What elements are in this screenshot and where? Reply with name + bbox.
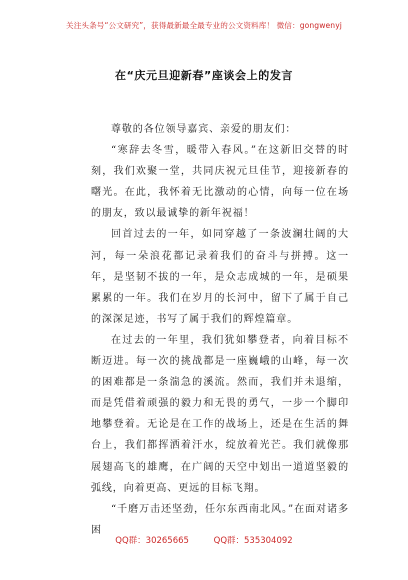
header-promo-text: 关注头条号“公文研究”，获得最新最全最专业的公文资料库！ 微信：gongwenyj	[66, 21, 342, 30]
body-paragraph: “寒辞去冬雪，暖带入春风。”在这新旧交替的时刻，我们欢聚一堂，共同庆祝元旦佳节，迎接新春的曙光。在此，我怀着无比激动的心情，向每一位在场的朋友，致以最诚挚的新年祝福！	[91, 145, 349, 220]
body-paragraph: “千磨万击还坚劲，任尔东西南北风。”在面对诸多困	[91, 503, 349, 536]
qq-group-2: QQ群：535304092	[213, 536, 293, 546]
document-body	[91, 119, 349, 541]
qq-group-1: QQ群：30265665	[115, 536, 189, 546]
body-paragraph: 回首过去的一年，如同穿越了一条波澜壮阔的大河，每一朵浪花都记录着我们的奋斗与拼搏。这一年，是坚韧不拔的一年，是众志成城的一年，是硕果累累的一年。我们在岁月的长河中，留下了属于自己的深深足迹，书写了属于我们的辉煌篇章。	[91, 229, 349, 325]
salutation-paragraph: 尊敬的各位领导嘉宾、亲爱的朋友们：	[111, 124, 297, 135]
footer-contact	[0, 534, 408, 546]
body-paragraph: 在过去的一年里，我们犹如攀登者，向着目标不断迈进。每一次的挑战都是一座巍峨的山峰，每一次的困难都是一条湍急的溪流。然而，我们并未退缩，而是凭借着顽强的毅力和无畏的勇气，一步一个脚印地攀登着。无论是在工作的战场上，还是在生活的舞台上，我们都挥洒着汗水，绽放着光芒。我们就像那展翅高飞的雄鹰，在广阔的天空中划出一道道坚毅的弧线，向着更高、更远的目标飞翔。	[91, 334, 349, 494]
document-title: 在“庆元旦迎新春”座谈会上的发言	[114, 69, 294, 82]
